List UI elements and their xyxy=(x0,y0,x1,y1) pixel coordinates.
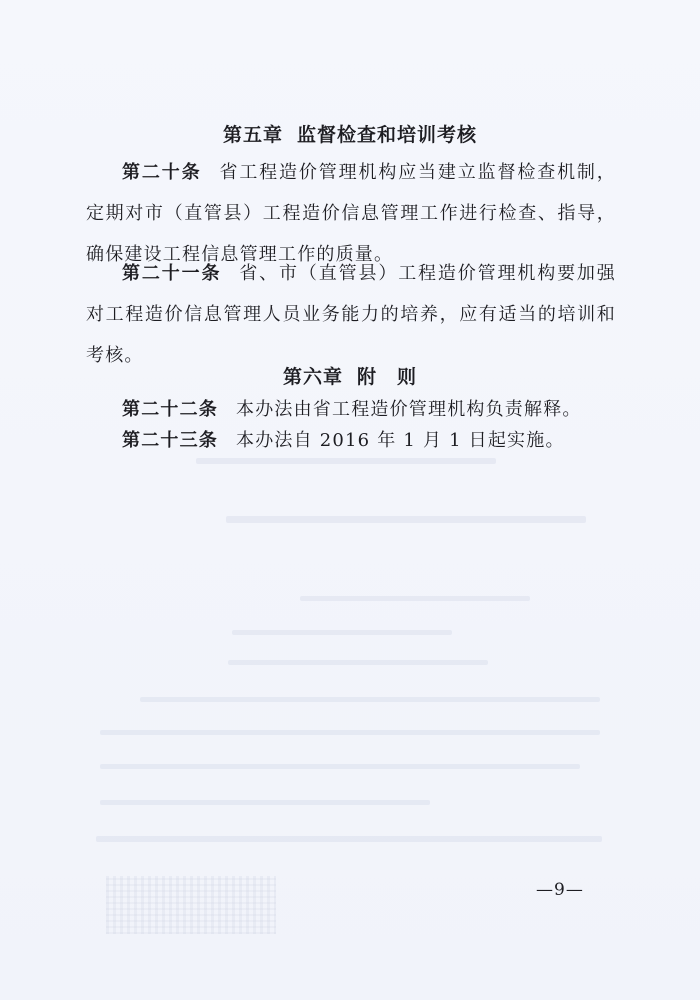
bleed-through-stamp xyxy=(106,876,276,934)
bleed-through-line xyxy=(100,800,430,805)
article-22-text: 本办法由省工程造价管理机构负责解释。 xyxy=(236,399,582,420)
bleed-through-line xyxy=(228,660,488,665)
article-23-text: 本办法自 2016 年 1 月 1 日起实施。 xyxy=(236,430,565,451)
article-22-label: 第二十二条 xyxy=(122,399,218,420)
page-number: —9— xyxy=(536,880,584,900)
article-21-text: 省、市（直管县）工程造价管理机构要加强对工程造价信息管理人员业务能力的培养，应有适当的培训和考核。 xyxy=(86,263,616,366)
bleed-through-line xyxy=(100,764,580,769)
bleed-through-line xyxy=(300,596,530,601)
article-23 xyxy=(86,420,616,461)
chapter-5-number: 第五章 xyxy=(222,124,283,146)
article-20-text: 省工程造价管理机构应当建立监督检查机制，定期对市（直管县）工程造价信息管理工作进行检查、指导，确保建设工程信息管理工作的质量。 xyxy=(86,162,616,265)
article-21-label: 第二十一条 xyxy=(122,263,222,284)
chapter-6-title-part2: 则 xyxy=(397,366,418,388)
bleed-through-line xyxy=(96,836,602,842)
chapter-6-number: 第六章 xyxy=(282,366,343,388)
chapter-6-title-part1: 附 xyxy=(356,366,377,388)
article-23-label: 第二十三条 xyxy=(122,430,218,451)
chapter-6-heading xyxy=(0,362,700,389)
bleed-through-line xyxy=(100,730,600,735)
bleed-through-line xyxy=(226,516,586,523)
article-21 xyxy=(86,253,616,376)
chapter-5-title: 监督检查和培训考核 xyxy=(297,124,478,146)
article-20-label: 第二十条 xyxy=(122,162,202,183)
bleed-through-line xyxy=(140,697,600,702)
bleed-through-line xyxy=(232,630,452,635)
chapter-5-heading xyxy=(0,120,700,147)
